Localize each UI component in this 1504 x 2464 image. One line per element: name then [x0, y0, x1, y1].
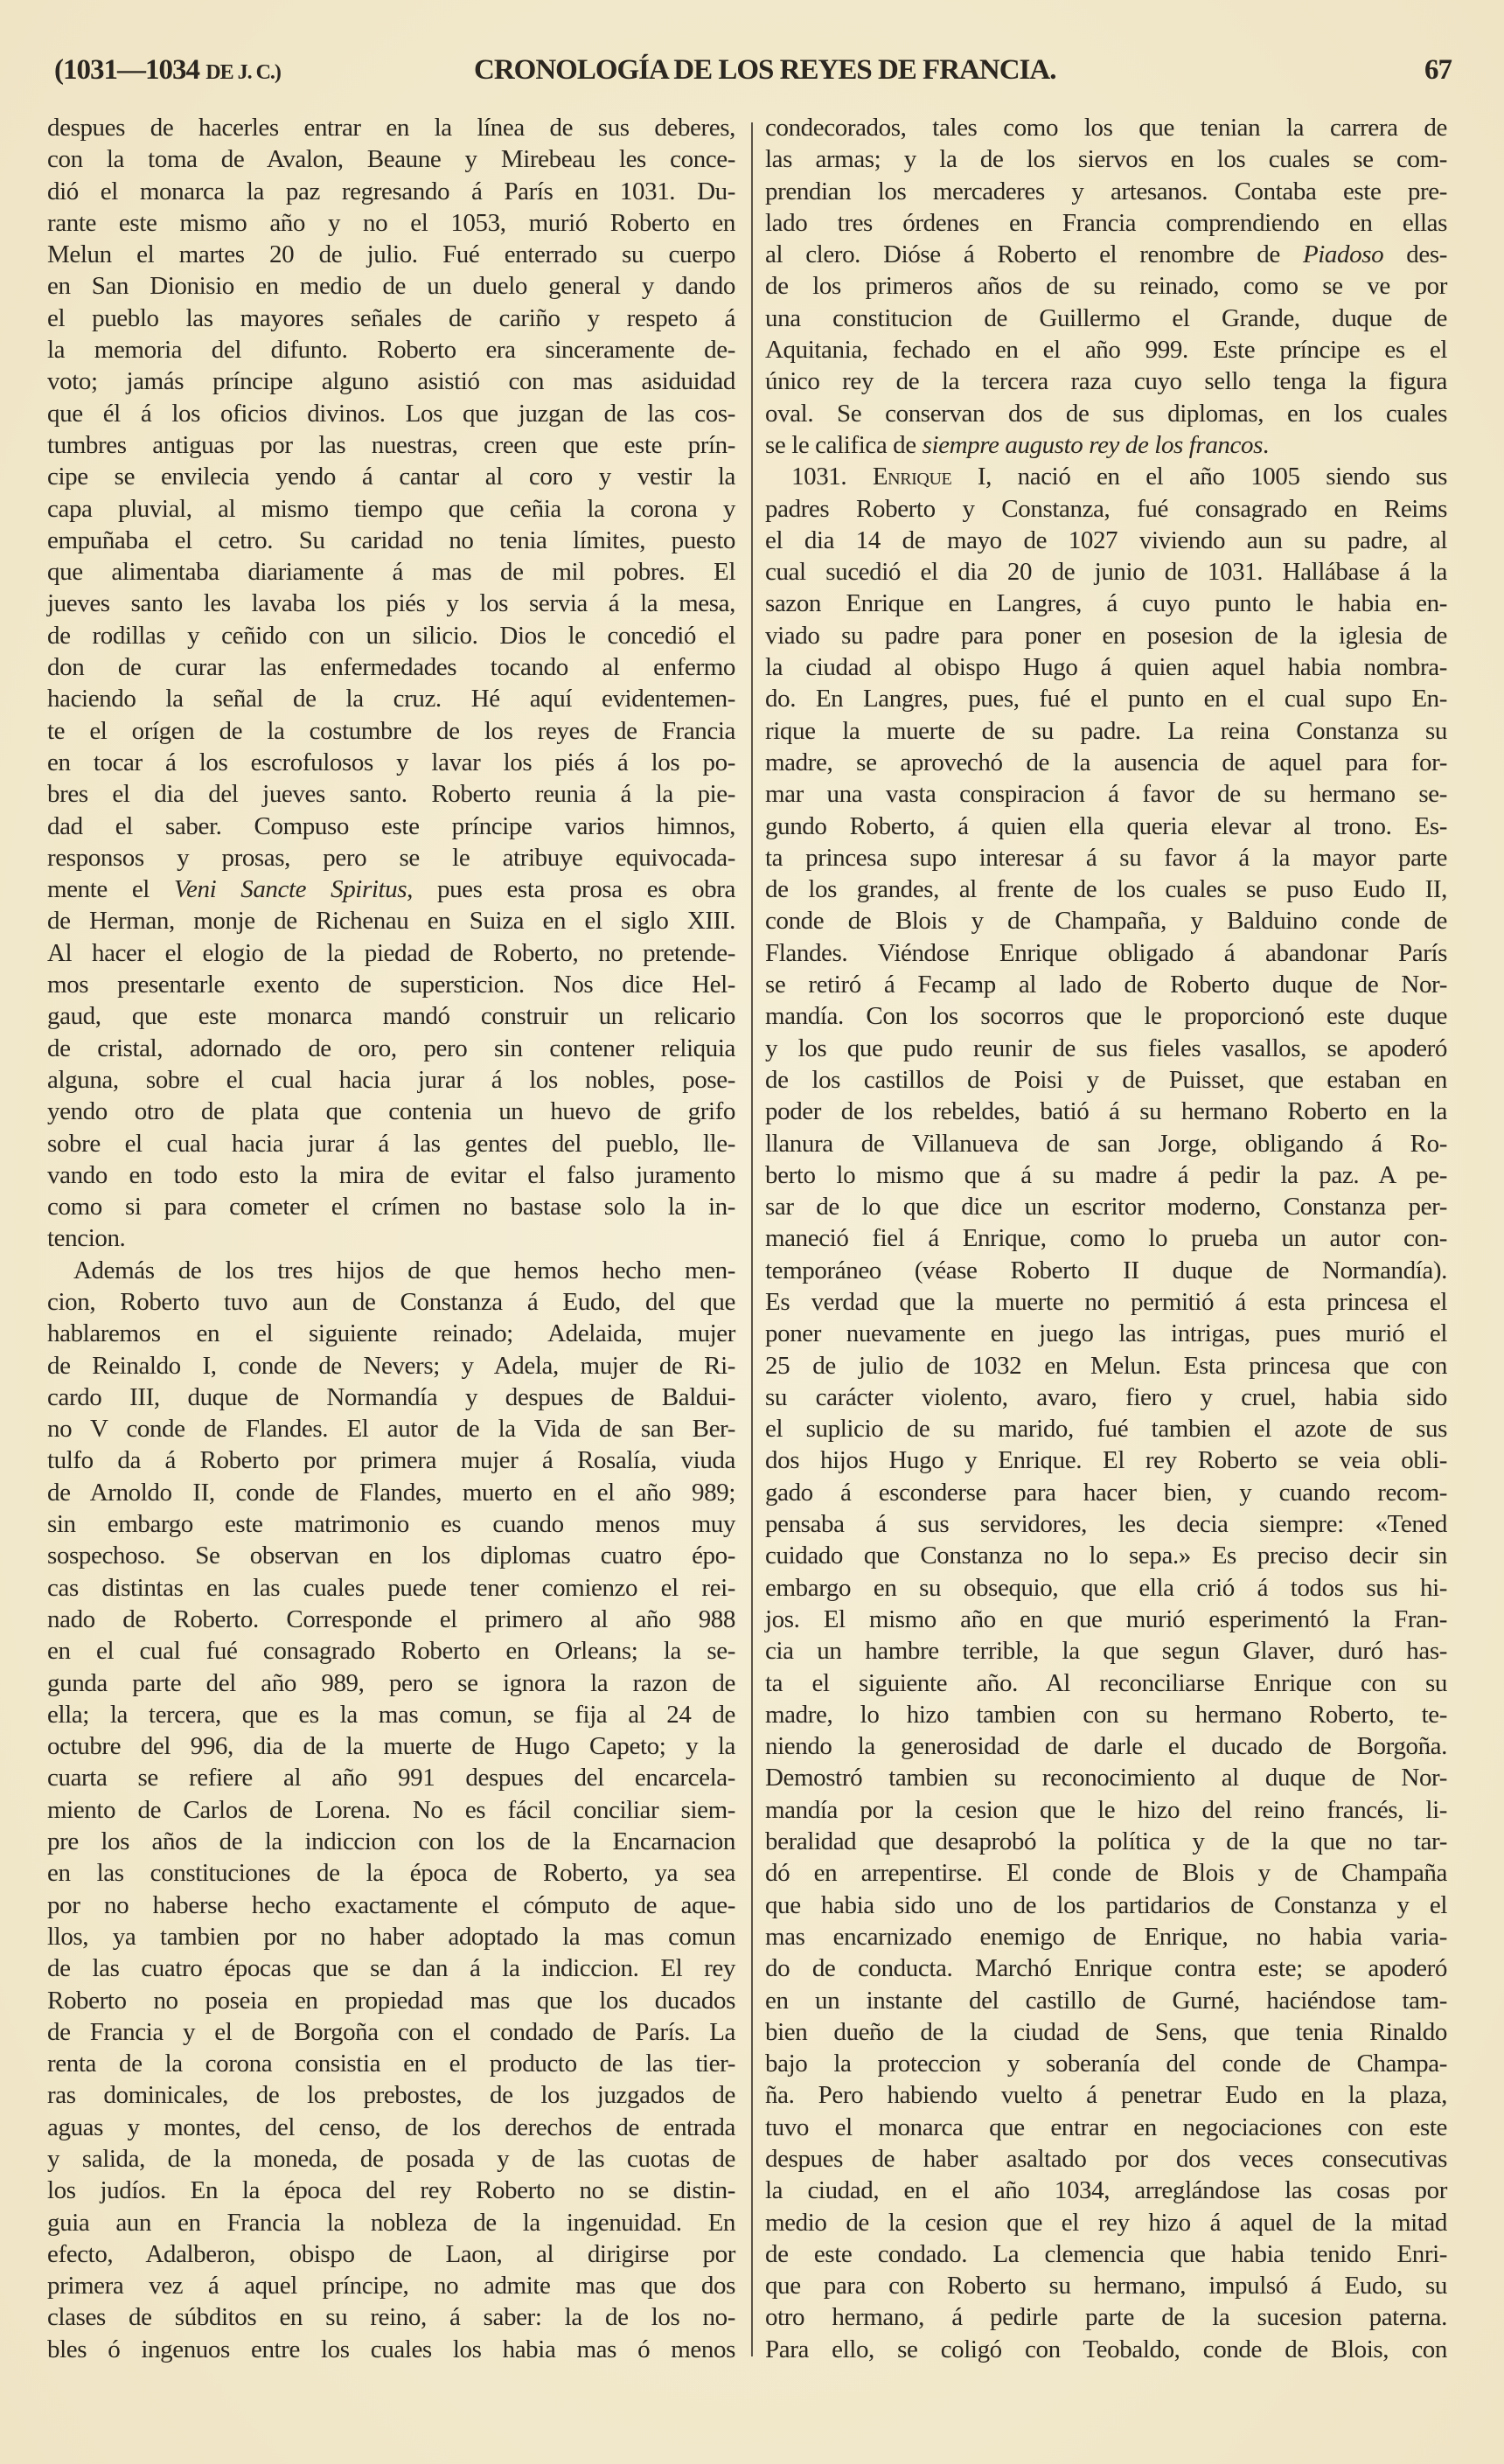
text-line: cia un hambre terrible, la que segun Glaver, duró has-: [765, 1637, 1447, 1666]
text-line: hablaremos en el siguiente reinado; Adelaida, mujer: [47, 1319, 735, 1348]
text-line: clases de súbditos en su reino, á saber: la de los no-: [47, 2303, 735, 2332]
text-line: mandía. Con los socorros que le proporcionó este duque: [765, 1002, 1447, 1031]
text-line: por no haberse hecho exactamente el cómputo de aque-: [47, 1890, 735, 1919]
text-line: llos, ya tambien por no haber adoptado la mas comun: [47, 1922, 735, 1951]
text-line: do de conducta. Marchó Enrique contra este; se apoderó: [765, 1954, 1447, 1983]
left-column: [47, 112, 735, 2365]
text-line: ña. Pero habiendo vuelto á penetrar Eudo en la plaza,: [765, 2081, 1447, 2110]
text-line: maneció fiel á Enrique, como lo prueba un autor con-: [765, 1224, 1447, 1253]
text-line: [47, 1222, 735, 1254]
text-line: dió el monarca la paz regresando á París en 1031. Du-: [47, 177, 735, 205]
text-line: sobre el cual hacia jurar á las gentes del pueblo, lle-: [47, 1129, 735, 1158]
text-line: que alimentaba diariamente á mas de mil pobres. El: [47, 558, 735, 587]
text-line: el suplicio de su marido, fué tambien el azote de sus: [765, 1415, 1447, 1444]
text-span: al clero. Dióse á Roberto el renombre de: [765, 240, 1303, 269]
header-title: CRONOLOGÍA DE LOS REYES DE FRANCIA.: [474, 54, 1056, 86]
text-line: miento de Carlos de Lorena. No es fácil conciliar siem-: [47, 1795, 735, 1824]
text-span: Además de los tres hijos de que hemos hecho men-: [73, 1256, 735, 1284]
text-line: gundo Roberto, á quien ella queria elevar al trono. Es-: [765, 811, 1447, 840]
text-span: se le califica de: [765, 430, 923, 459]
text-line: despues de haber asaltado por dos veces consecutivas: [765, 2145, 1447, 2173]
text-line: ta princesa supo interesar á su favor á la mayor parte: [765, 843, 1447, 872]
text-line: sar de lo que dice un escritor moderno, Constanza per-: [765, 1193, 1447, 1222]
text-line: mos presentarle exento de supersticion. Nos dice Hel-: [47, 971, 735, 999]
text-line: que para con Roberto su hermano, impulsó á Eudo, su: [765, 2272, 1447, 2300]
text-line: tumbres antiguas por las nuestras, creen que este prín-: [47, 430, 735, 459]
text-line: cual sucedió el dia 20 de junio de 1031. Hallábase á la: [765, 558, 1447, 587]
text-line: padres Roberto y Constanza, fué consagrado en Reims: [765, 494, 1447, 523]
text-line: [765, 429, 1447, 461]
header-era-text: DE J. C.): [205, 61, 281, 84]
text-line: conde de Blois y de Champaña, y Balduino conde de: [765, 907, 1447, 936]
text-line: de Herman, monje de Richenau en Suiza en el siglo XIII.: [47, 907, 735, 936]
text-line: Demostró tambien su reconocimiento al duque de Nor-: [765, 1764, 1447, 1792]
column-divider: [751, 122, 753, 2356]
text-line: [47, 874, 735, 905]
text-line: bien dueño de la ciudad de Sens, que tenia Rinaldo: [765, 2017, 1447, 2046]
text-line: Al hacer el elogio de la piedad de Roberto, no pretende-: [47, 938, 735, 967]
text-line: Roberto no poseia en propiedad mas que los ducados: [47, 1986, 735, 2015]
text-line: la ciudad al obispo Hugo á quien aquel habia nombra-: [765, 653, 1447, 682]
text-line: que él á los oficios divinos. Los que juzgan de las cos-: [47, 399, 735, 428]
text-line: pensaba á sus servidores, les decia siempre: «Tened: [765, 1510, 1447, 1539]
text-line: vando en todo esto la mira de evitar el falso juramento: [47, 1160, 735, 1189]
text-line: de Francia y el de Borgoña con el condado de París. La: [47, 2017, 735, 2046]
text-line: do. En Langres, pues, fué el punto en el cual supo En-: [765, 685, 1447, 713]
italic-text: siempre augusto rey de los francos: [922, 430, 1263, 459]
text-line: efecto, Adalberon, obispo de Laon, al dirigirse por: [47, 2239, 735, 2268]
text-line: cion, Roberto tuvo aun de Constanza á Eudo, del que: [47, 1287, 735, 1316]
text-line: el dia 14 de mayo de 1027 viviendo aun su padre, al: [765, 526, 1447, 554]
text-line: cas distintas en las cuales puede tener comienzo el rei-: [47, 1573, 735, 1602]
text-line: el pueblo las mayores señales de cariño y respeto á: [47, 303, 735, 332]
text-line: de Arnoldo II, conde de Flandes, muerto en el año 989;: [47, 1478, 735, 1507]
text-line: ras dominicales, de los prebostes, de los juzgados de: [47, 2081, 735, 2110]
text-line: su carácter violento, avaro, fiero y cruel, habia sido: [765, 1382, 1447, 1411]
text-line: en un instante del castillo de Gurné, haciéndose tam-: [765, 1986, 1447, 2015]
text-line: y salida, de la moneda, de posada y de las cuotas de: [47, 2145, 735, 2173]
text-line: cipe se envilecia yendo á cantar al coro y vestir la: [47, 463, 735, 491]
text-line: como si para cometer el crímen no bastase solo la in-: [47, 1193, 735, 1222]
text-line: cuarta se refiere al año 991 despues del encarcela-: [47, 1764, 735, 1792]
text-line: de cristal, adornado de oro, pero sin contener reliquia: [47, 1034, 735, 1062]
text-line: temporáneo (véase Roberto II duque de Normandía).: [765, 1256, 1447, 1284]
text-line: responsos y prosas, pero se le atribuye equivocada-: [47, 843, 735, 872]
text-line: en las constituciones de la época de Roberto, ya sea: [47, 1859, 735, 1888]
text-line: prendian los mercaderes y artesanos. Contaba este pre-: [765, 177, 1447, 205]
text-line: renta de la corona consistia en el producto de las tier-: [47, 2050, 735, 2078]
text-line: [47, 1255, 735, 1286]
text-line: ta el siguiente año. Al reconciliarse Enrique con su: [765, 1668, 1447, 1697]
running-header: [54, 54, 1452, 93]
text-line: otro hermano, á pedirle parte de la sucesion paterna.: [765, 2303, 1447, 2332]
text-line: sospechoso. Se observan en los diplomas cuatro épo-: [47, 1542, 735, 1570]
text-line: lado tres órdenes en Francia comprendiendo en ellas: [765, 208, 1447, 237]
text-line: tuvo el monarca que entrar en negociaciones con este: [765, 2112, 1447, 2141]
header-range-text: (1031—1034: [54, 54, 199, 86]
text-line: [765, 239, 1447, 270]
text-line: Melun el martes 20 de julio. Fué enterrado su cuerpo: [47, 240, 735, 269]
text-line: viado su padre para poner en posesion de la iglesia de: [765, 621, 1447, 650]
header-date-range: [54, 54, 281, 87]
text-line: no V conde de Flandes. El autor de la Vida de san Ber-: [47, 1415, 735, 1444]
text-line: condecorados, tales como los que tenian la carrera de: [765, 114, 1447, 142]
text-line: primera vez á aquel príncipe, no admite mas que dos: [47, 2272, 735, 2300]
text-line: madre, se aprovechó de la ausencia de aquel para for-: [765, 748, 1447, 776]
text-line: de los primeros años de su reinado, como se ve por: [765, 272, 1447, 301]
text-span: tencion.: [47, 1224, 126, 1253]
text-line: y los que pudo reunir de sus fieles vasallos, se apoderó: [765, 1034, 1447, 1062]
text-line: gaud, que este monarca mandó construir un relicario: [47, 1002, 735, 1031]
text-line: poder de los rebeldes, batió á su hermano Roberto en la: [765, 1097, 1447, 1126]
text-line: niendo la generosidad de darle el ducado de Borgoña.: [765, 1732, 1447, 1761]
text-line: madre, lo hizo tambien con su hermano Roberto, te-: [765, 1700, 1447, 1729]
text-line: de este condado. La clemencia que habia tenido Enri-: [765, 2239, 1447, 2268]
text-line: medio de la cesion que el rey hizo á aquel de la mitad: [765, 2208, 1447, 2237]
text-span: .: [1262, 430, 1269, 459]
text-line: empuñaba el cetro. Su caridad no tenia límites, puesto: [47, 526, 735, 554]
text-line: berto lo mismo que á su madre á pedir la paz. A pe-: [765, 1160, 1447, 1189]
text-line: te el orígen de la costumbre de los reyes de Francia: [47, 716, 735, 745]
text-line: dos hijos Hugo y Enrique. El rey Roberto se veia obli-: [765, 1446, 1447, 1475]
text-line: gunda parte del año 989, pero se ignora la razon de: [47, 1668, 735, 1697]
text-line: que habia sido uno de los partidarios de Constanza y el: [765, 1890, 1447, 1919]
text-line: sazon Enrique en Langres, á cuyo punto le habia en-: [765, 589, 1447, 618]
text-line: cardo III, duque de Normandía y despues de Baldui-: [47, 1382, 735, 1411]
text-line: de los grandes, al frente de los cuales se puso Eudo II,: [765, 875, 1447, 904]
text-line: Aquitania, fechado en el año 999. Este príncipe es el: [765, 336, 1447, 365]
text-line: bajo la proteccion y soberanía del conde de Champa-: [765, 2050, 1447, 2078]
text-line: guia aun en Francia la nobleza de la ingenuidad. En: [47, 2208, 735, 2237]
text-line: de rodillas y ceñido con un silicio. Dios le concedió el: [47, 621, 735, 650]
text-line: de Reinaldo I, conde de Nevers; y Adela, mujer de Ri-: [47, 1351, 735, 1380]
text-line: se retiró á Fecamp al lado de Roberto duque de Nor-: [765, 971, 1447, 999]
text-line: en tocar á los escrofulosos y lavar los piés á los po-: [47, 748, 735, 776]
text-line: poner nuevamente en juego las intrigas, pues murió el: [765, 1319, 1447, 1348]
right-column: [765, 112, 1447, 2365]
text-line: las armas; y la de los siervos en los cuales se com-: [765, 145, 1447, 174]
text-line: octubre del 996, dia de la muerte de Hugo Capeto; y la: [47, 1732, 735, 1761]
text-line: cuidado que Constanza no lo sepa.» Es preciso decir sin: [765, 1542, 1447, 1570]
text-line: dad el saber. Compuso este príncipe varios himnos,: [47, 811, 735, 840]
text-line: [765, 461, 1447, 492]
text-line: bles ó ingenuos entre los cuales los habia mas ó menos: [47, 2335, 735, 2363]
text-line: rique la muerte de su padre. La reina Constanza su: [765, 716, 1447, 745]
small-caps-text: Enrique: [872, 463, 952, 491]
text-line: jueves santo les lavaba los piés y los servia á la mesa,: [47, 589, 735, 618]
text-line: una constitucion de Guillermo el Grande, duque de: [765, 303, 1447, 332]
text-line: yendo otro de plata que contenia un huevo de grifo: [47, 1097, 735, 1126]
text-line: bres el dia del jueves santo. Roberto reunia á la pie-: [47, 780, 735, 809]
text-line: despues de hacerles entrar en la línea de sus deberes,: [47, 114, 735, 142]
text-line: alguna, sobre el cual hacia jurar á los nobles, pose-: [47, 1065, 735, 1094]
text-line: beralidad que desaprobó la política y de la que no tar-: [765, 1827, 1447, 1856]
text-line: capa pluvial, al mismo tiempo que ceñia la corona y: [47, 494, 735, 523]
text-line: ella; la tercera, que es la mas comun, se fija al 24 de: [47, 1700, 735, 1729]
text-line: llanura de Villanueva de san Jorge, obligando á Ro-: [765, 1129, 1447, 1158]
text-line: jos. El mismo año en que murió esperimentó la Fran-: [765, 1604, 1447, 1633]
text-line: de los castillos de Poisi y de Puisset, que estaban en: [765, 1065, 1447, 1094]
text-line: nado de Roberto. Corresponde el primero al año 988: [47, 1604, 735, 1633]
text-line: haciendo la señal de la cruz. Hé aquí evidentemen-: [47, 685, 735, 713]
text-line: aguas y montes, del censo, de los derechos de entrada: [47, 2112, 735, 2141]
text-line: embargo en su obsequio, que ella crió á todos sus hi-: [765, 1573, 1447, 1602]
text-line: oval. Se conservan dos de sus diplomas, en los cuales: [765, 399, 1447, 428]
text-span: des-: [1383, 240, 1447, 269]
text-line: gado á esconderse para hacer bien, y cuando recom-: [765, 1478, 1447, 1507]
text-line: sin embargo este matrimonio es cuando menos muy: [47, 1510, 735, 1539]
text-line: de las cuatro épocas que se dan á la indiccion. El rey: [47, 1954, 735, 1983]
page-number: 67: [1424, 54, 1452, 86]
text-line: mandía por la cesion que le hizo del reino francés, li-: [765, 1795, 1447, 1824]
italic-text: Piadoso: [1302, 240, 1384, 269]
italic-text: Veni Sancte Spiritus: [173, 875, 407, 904]
text-line: la ciudad, en el año 1034, arreglándose las cosas por: [765, 2176, 1447, 2205]
text-line: en San Dionisio en medio de un duelo general y dando: [47, 272, 735, 301]
text-line: 25 de julio de 1032 en Melun. Esta princesa que con: [765, 1351, 1447, 1380]
text-line: Para ello, se coligó con Teobaldo, conde de Blois, con: [765, 2335, 1447, 2363]
text-line: rante este mismo año y no el 1053, murió Roberto en: [47, 208, 735, 237]
text-line: mas encarnizado enemigo de Enrique, no habia varia-: [765, 1922, 1447, 1951]
text-line: en el cual fué consagrado Roberto en Orleans; la se-: [47, 1637, 735, 1666]
text-span: mente el: [47, 875, 174, 904]
text-line: don de curar las enfermedades tocando al enfermo: [47, 653, 735, 682]
text-span: I, nació en el año 1005 siendo sus: [951, 463, 1447, 491]
text-line: voto; jamás príncipe alguno asistió con mas asiduidad: [47, 367, 735, 396]
text-span: , pues esta prosa es obra: [407, 875, 735, 904]
text-line: único rey de la tercera raza cuyo sello tenga la figura: [765, 367, 1447, 396]
text-line: la memoria del difunto. Roberto era sinceramente de-: [47, 336, 735, 365]
text-line: mar una vasta conspiracion á favor de su hermano se-: [765, 780, 1447, 809]
text-line: Es verdad que la muerte no permitió á esta princesa el: [765, 1287, 1447, 1316]
text-line: con la toma de Avalon, Beaune y Mirebeau les conce-: [47, 145, 735, 174]
text-line: Flandes. Viéndose Enrique obligado á abandonar París: [765, 938, 1447, 967]
text-line: los judíos. En la época del rey Roberto no se distin-: [47, 2176, 735, 2205]
text-line: tulfo da á Roberto por primera mujer á Rosalía, viuda: [47, 1446, 735, 1475]
text-line: dó en arrepentirse. El conde de Blois y de Champaña: [765, 1859, 1447, 1888]
text-line: pre los años de la indiccion con los de la Encarnacion: [47, 1827, 735, 1856]
text-span: 1031.: [791, 463, 873, 491]
